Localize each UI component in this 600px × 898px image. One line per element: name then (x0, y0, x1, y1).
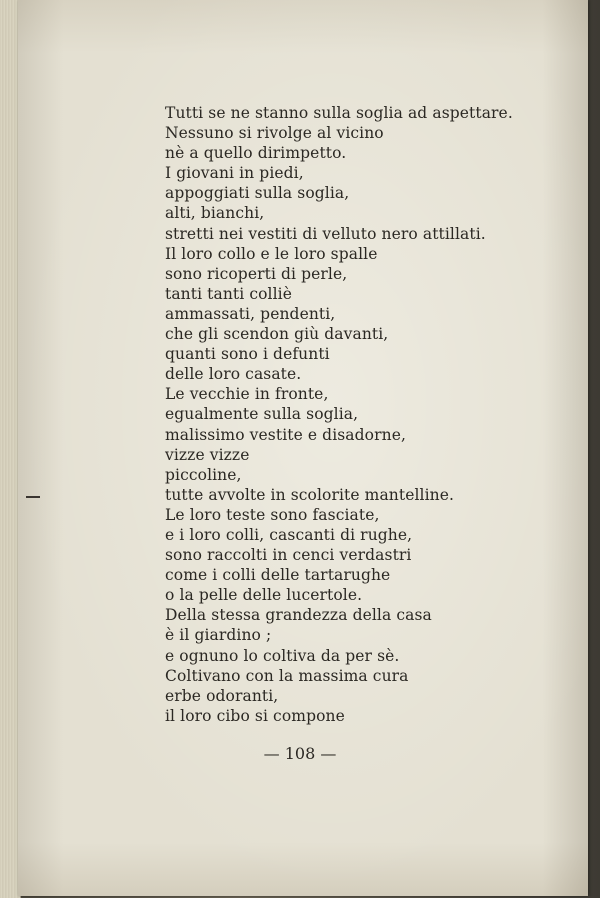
poem-line: Nessuno si rivolge al vicino (165, 124, 384, 143)
poem-line: vizze vizze (165, 445, 250, 464)
poem-line: Tutti se ne stanno sulla soglia ad aspettare. (165, 104, 513, 122)
poem-line: o la pelle delle lucertole. (165, 586, 363, 605)
poem-line: sono raccolti in cenci verdastri (165, 546, 412, 565)
poem-line: tanti tanti colliè (165, 284, 292, 303)
poem-line: il loro cibo si compone (165, 706, 345, 725)
poem-text (165, 103, 513, 726)
poem-line: quanti sono i defunti (165, 345, 330, 364)
poem-line: delle loro casate. (165, 365, 302, 384)
poem-line: e ognuno lo coltiva da per sè. (165, 646, 400, 665)
poem-line: Le vecchie in fronte, (165, 385, 329, 404)
page-number: — 108 — (263, 744, 337, 763)
poem-line: Il loro collo e le loro spalle (165, 244, 378, 263)
poem-line: I giovani in piedi, (165, 164, 304, 183)
poem-line: sono ricoperti di perle, (165, 264, 348, 283)
poem-line: che gli scendon giù davanti, (165, 325, 389, 344)
poem-line: Le loro teste sono fasciate, (165, 505, 380, 524)
poem-line: e i loro colli, cascanti di rughe, (165, 525, 413, 544)
poem-line: erbe odoranti, (165, 686, 279, 705)
poem-line: appoggiati sulla soglia, (165, 184, 350, 203)
poem-line: nè a quello dirimpetto. (165, 144, 347, 163)
poem-line: come i colli delle tartarughe (165, 566, 391, 585)
page-mark (26, 496, 40, 498)
poem-line: alti, bianchi, (165, 204, 265, 223)
poem-line: malissimo vestite e disadorne, (165, 425, 406, 444)
poem-line: Coltivano con la massima cura (165, 666, 409, 685)
poem-line: piccoline, (165, 465, 242, 484)
poem-line: Della stessa grandezza della casa (165, 606, 432, 625)
poem-line: ammassati, pendenti, (165, 304, 336, 323)
poem-line: è il giardino ; (165, 626, 272, 645)
poem-line: egualmente sulla soglia, (165, 405, 359, 424)
poem-line: tutte avvolte in scolorite mantelline. (165, 485, 455, 504)
poem-line: stretti nei vestiti di velluto nero attillati. (165, 224, 486, 243)
